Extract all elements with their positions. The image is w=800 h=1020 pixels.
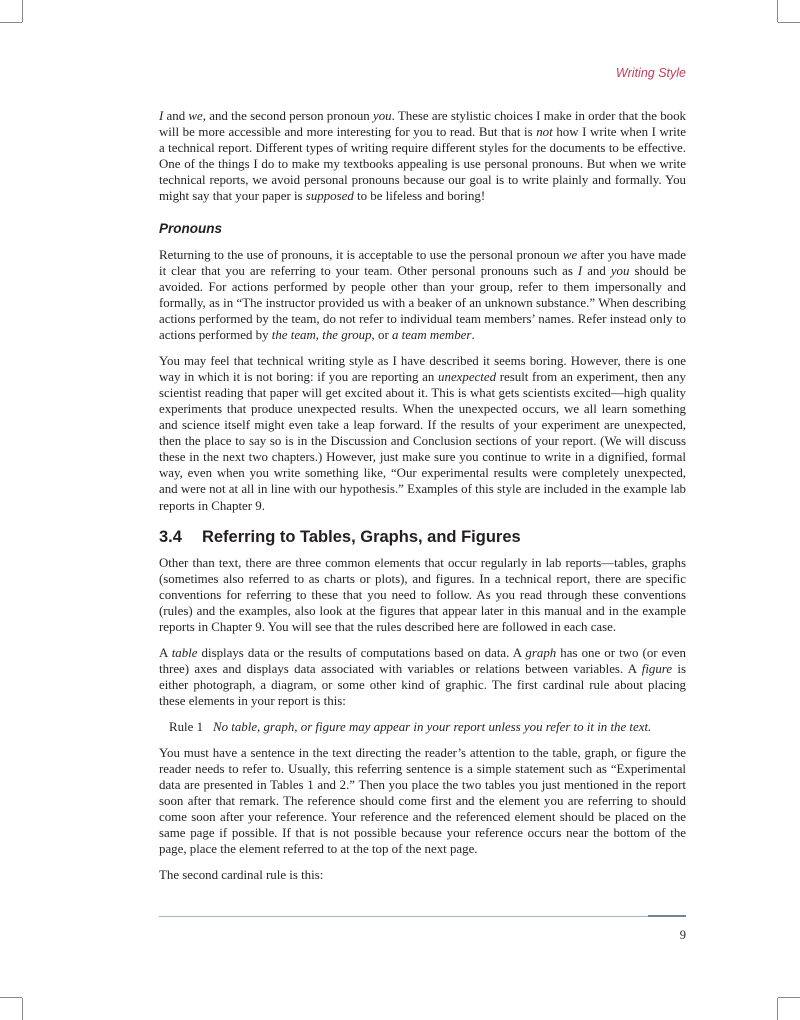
- text-run: how I write when I write a technical report. Different types of writing require different styles for the documents to be effective. One of the things I do to make my textbooks appealing is use personal pronouns. But when we write technical reports, we avoid personal pronouns because our goal is to write plainly and formally. You might say that your paper is: [159, 125, 687, 204]
- text-run: , or: [371, 328, 392, 343]
- emphasis-text: supposed: [305, 189, 354, 204]
- emphasis-text: I: [577, 263, 583, 278]
- text-run: You may feel that technical writing style as I have described it seems boring. However, there is one way in which it is not boring: if you are reporting an: [159, 353, 686, 384]
- text-run: You must have a sentence in the text directing the reader’s attention to the table, graph, or figure the reader needs to refer to. Usually, this referring sentence is a simple statement such as “Experimental data are presented in Tables 1 and 2.” Then you place the two tables you just mentioned in the report soon after that remark. The reference should come first and the element you are referring to should come soon after your reference. Your reference and the referenced element should be placed on the same page if possible. If that is not possible because your reference occurs near the bottom of the page, place the element referred to at the top of the next page.: [159, 745, 686, 857]
- text-run: after you have made it clear that you are referring to your team. Other personal pronouns such as: [159, 247, 686, 278]
- section-title: Referring to Tables, Graphs, and Figures: [201, 527, 521, 546]
- text-run: displays data or the results of computations based on data. A: [197, 645, 526, 660]
- emphasis-text: a team member: [391, 328, 472, 343]
- text-run: The second cardinal rule is this:: [159, 867, 324, 882]
- emphasis-text: we: [562, 247, 578, 262]
- section-paragraph-1: [159, 555, 686, 635]
- emphasis-text: you: [373, 109, 392, 123]
- crop-mark: [0, 22, 22, 23]
- text-run: to be lifeless and boring!: [353, 189, 486, 204]
- section-paragraph-3: [159, 745, 686, 858]
- crop-mark: [777, 0, 778, 22]
- text-run: and: [582, 263, 611, 278]
- crop-mark: [22, 0, 23, 22]
- emphasis-text: graph: [525, 645, 557, 660]
- emphasis-text: figure: [641, 661, 673, 676]
- pronouns-heading: Pronouns: [159, 220, 222, 236]
- text-run: and: [163, 109, 189, 123]
- rule-1: [169, 719, 686, 735]
- section-number: 3.4: [159, 527, 182, 546]
- section-paragraph-4: [159, 867, 686, 883]
- text-run: result from an experiment, then any scientist reading that paper will get excited about it. This is what gets scientists excited—high quality experiments that produce unexpected results. When the unexpected occurs, we all learn something and science itself might even take a leap forward. If the results of your experiment are unexpected, then the place to say so is in the Discussion and Conclusion sections of your report. (We will discuss these in the next two chapters.) However, just make sure you continue to write in a dignified, formal way, even when you write something like, “Our experimental results were completely unexpected, and were not at all in line with our hypothesis.” Examples of this style are included in the example lab reports in Chapter 9.: [159, 369, 687, 513]
- emphasis-text: table: [171, 645, 198, 660]
- crop-mark: [777, 998, 778, 1020]
- emphasis-text: the group: [322, 328, 372, 343]
- running-head: Writing Style: [615, 66, 686, 80]
- text-run: is either photograph, a diagram, or some other kind of graphic. The first cardinal rule about placing these elements in your report is this:: [159, 661, 686, 708]
- text-run: , and the second person pronoun: [202, 109, 373, 123]
- crop-mark: [0, 997, 22, 998]
- pronouns-paragraph-1: [159, 247, 686, 344]
- text-run: A: [159, 645, 172, 660]
- emphasis-text: I: [159, 109, 164, 123]
- footer-rule-accent: [648, 915, 686, 917]
- crop-mark: [778, 997, 800, 998]
- emphasis-text: unexpected: [438, 369, 497, 384]
- footer-rule: [159, 916, 686, 917]
- text-run: . These are stylistic choices I make in order that the book will be more accessible and more interesting for you to read. But that is: [159, 109, 686, 140]
- text-run: .: [471, 328, 475, 343]
- text-run: Other than text, there are three common elements that occur regularly in lab reports—tables, graphs (sometimes also referred to as charts or plots), and figures. In a technical report, there are specific conventions for referring to these that you need to follow. As you read through these conventions (rules) and the examples, also look at the figures that appear later in this manual and in the example reports in Chapter 9. You will see that the rules described here are followed in each case.: [159, 555, 686, 635]
- section-heading: [159, 529, 686, 545]
- pronouns-paragraph-2: [159, 353, 686, 514]
- crop-mark: [22, 998, 23, 1020]
- emphasis-text: you: [610, 263, 630, 278]
- emphasis-text: the team: [271, 328, 316, 343]
- crop-mark: [778, 22, 800, 23]
- text-run: Returning to the use of pronouns, it is acceptable to use the personal pronoun: [159, 247, 563, 262]
- rule-1-label: Rule 1: [169, 719, 204, 734]
- text-run: has one or two (or even three) axes and displays data associated with variables or relations between variables. A: [159, 645, 686, 676]
- text-run: should be avoided. For actions performed by people other than your group, refer to them impersonally and formally, as in “The instructor provided us with a beaker of an unknown substance.” When describing actions performed by the team, do not refer to individual team members’ names. Refer instead only to actions performed by: [159, 263, 686, 343]
- intro-paragraph: [159, 108, 686, 205]
- text-run: ,: [315, 328, 323, 343]
- emphasis-text: not: [536, 125, 553, 140]
- section-paragraph-2: [159, 645, 686, 709]
- page-number: 9: [679, 928, 686, 942]
- rule-1-text: No table, graph, or figure may appear in your report unless you refer to it in the text.: [213, 719, 652, 734]
- emphasis-text: we: [188, 109, 203, 123]
- page-body: [159, 108, 686, 892]
